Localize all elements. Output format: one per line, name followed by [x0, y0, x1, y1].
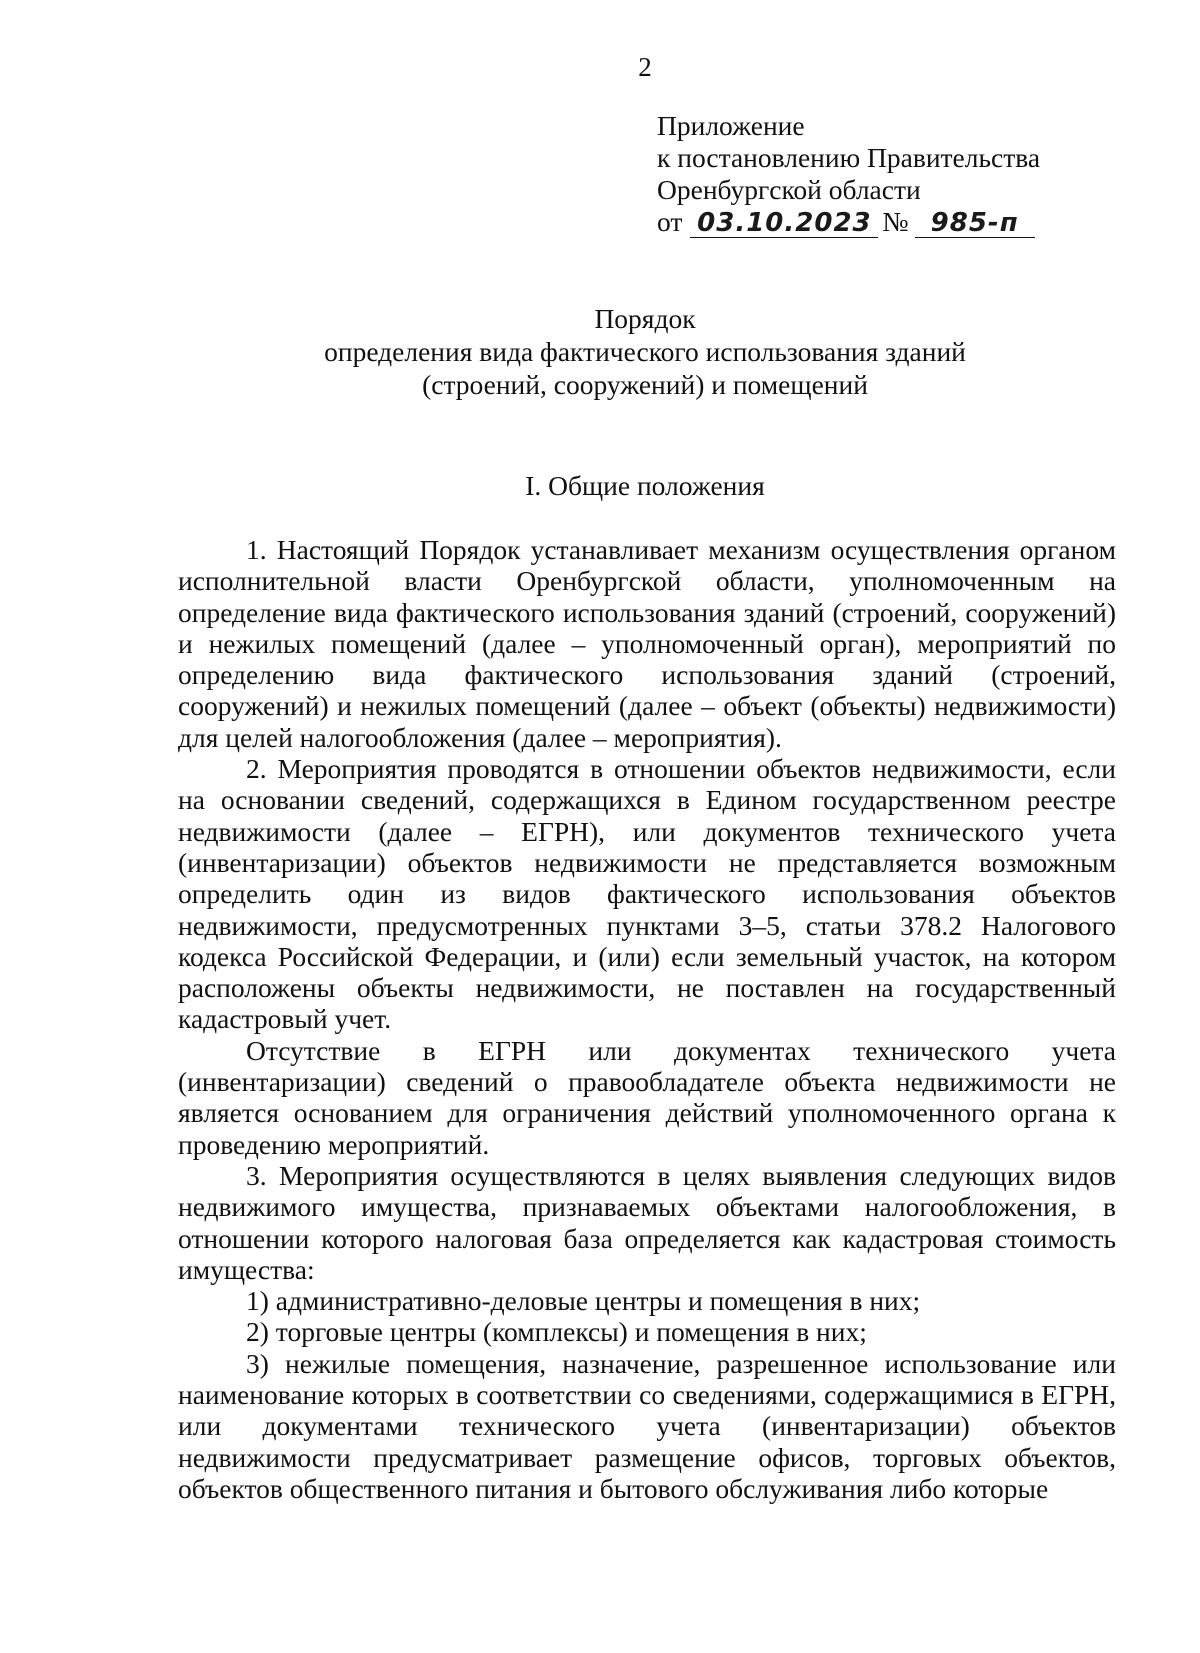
paragraph-4: 3. Мероприятия осуществляются в целях выявления следующих видов недвижимого имущества, признаваемых объектами налогообложения, в отношении которого налоговая база определяется как кадастровая стоимость имущества: — [178, 1159, 1116, 1285]
title-line-1: Порядок — [594, 303, 696, 334]
section-heading: I. Общие положения — [525, 470, 765, 501]
number-label: № — [882, 206, 909, 237]
list-item-3: 3) нежилые помещения, назначение, разрешенное использование или наименование которых в соответствии со сведениями, содержащимися в ЕГРН, или документами технического учета (инвентаризации) объектов недвижимости предусматривает размещение офисов, торговых объектов, объектов общественного питания и бытового обслуживания либо которые — [178, 1347, 1116, 1504]
list-item-1: 1) административно-деловые центры и помещения в них; — [246, 1285, 921, 1317]
paragraph-3: Отсутствие в ЕГРН или документах технического учета (инвентаризации) сведений о правообладателе объекта недвижимости не является основанием для ограничения действий уполномоченного органа к проведению мероприятий. — [178, 1034, 1116, 1160]
document-title — [0, 302, 1200, 401]
page-number: 2 — [638, 52, 652, 82]
appendix-line-3: Оренбургской области — [657, 174, 921, 205]
from-label: от — [657, 206, 683, 237]
title-line-3: (строений, сооружений) и помещений — [422, 369, 868, 400]
appendix-line-1: Приложение — [657, 110, 805, 141]
appendix-date-number-line — [657, 206, 1077, 238]
handwritten-number: 985-п — [915, 209, 1035, 238]
appendix-block — [657, 110, 1077, 238]
handwritten-date: 03.10.2023 — [690, 209, 878, 238]
title-line-2: определения вида фактического использования зданий — [324, 336, 966, 367]
paragraph-1: 1. Настоящий Порядок устанавливает механизм осуществления органом исполнительной власти Оренбургской области, уполномоченным на определение вида фактического использования зданий (строений, сооружений) и нежилых помещений (далее – уполномоченный орган), мероприятий по определению вида фактического использования зданий (строений, сооружений) и нежилых помещений (далее – объект (объекты) недвижимости) для целей налогообложения (далее – мероприятия). — [178, 534, 1116, 753]
paragraph-2: 2. Мероприятия проводятся в отношении объектов недвижимости, если на основании сведений, содержащихся в Едином государственном реестре недвижимости (далее – ЕГРН), или документов технического учета (инвентаризации) объектов недвижимости не представляется возможным определить один из видов фактического использования объектов недвижимости, предусмотренных пунктами 3–5, статьи 378.2 Налогового кодекса Российской Федерации, и (или) если земельный участок, на котором расположены объекты недвижимости, не поставлен на государственный кадастровый учет. — [178, 753, 1116, 1035]
appendix-line-2: к постановлению Правительства — [657, 142, 1041, 173]
list-item-2: 2) торговые центры (комплексы) и помещения в них; — [246, 1316, 867, 1348]
body-text — [178, 534, 1116, 1504]
